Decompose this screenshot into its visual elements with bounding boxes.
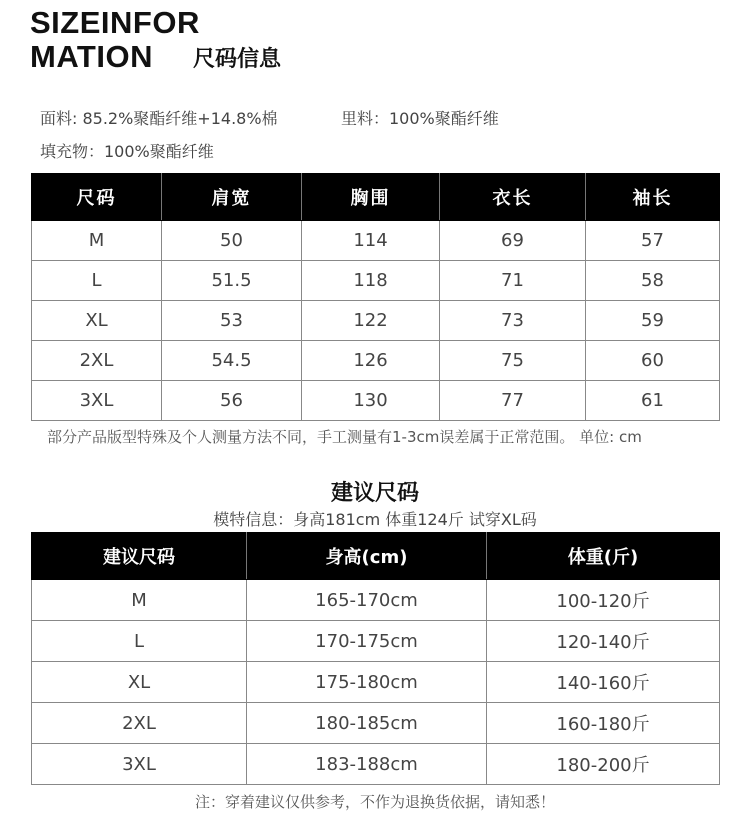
- title-chinese: 尺码信息: [193, 47, 282, 72]
- table-cell: 54.5: [162, 341, 302, 381]
- table-cell: 3XL: [32, 744, 247, 785]
- header-sleeve: 袖长: [586, 174, 720, 221]
- header-length: 衣长: [440, 174, 586, 221]
- table-cell: 140-160斤: [487, 662, 720, 703]
- table-cell: 3XL: [32, 381, 162, 421]
- table-cell: 57: [586, 221, 720, 261]
- table-cell: 165-170cm: [247, 580, 487, 621]
- table-row: [32, 301, 720, 341]
- table-cell: 170-175cm: [247, 621, 487, 662]
- table-cell: 114: [302, 221, 440, 261]
- table-cell: XL: [32, 301, 162, 341]
- size-table: [31, 173, 720, 421]
- table-cell: 160-180斤: [487, 703, 720, 744]
- table-cell: L: [32, 621, 247, 662]
- recommend-table-header: [32, 533, 720, 580]
- title-english-line-1: SIZEINFOR: [30, 5, 200, 40]
- table-cell: 58: [586, 261, 720, 301]
- header-height: 身高(cm): [247, 533, 487, 580]
- table-cell: 120-140斤: [487, 621, 720, 662]
- table-cell: 180-200斤: [487, 744, 720, 785]
- table-row: [32, 341, 720, 381]
- recommend-title: 建议尺码: [330, 481, 419, 506]
- table-cell: 77: [440, 381, 586, 421]
- table-cell: XL: [32, 662, 247, 703]
- model-info: 模特信息：身高181cm 体重124斤 试穿XL码: [213, 510, 537, 529]
- table-row: [32, 703, 720, 744]
- size-table-header: [32, 174, 720, 221]
- table-cell: 73: [440, 301, 586, 341]
- table-cell: 75: [440, 341, 586, 381]
- table-cell: L: [32, 261, 162, 301]
- recommend-table: [31, 532, 720, 785]
- table-cell: 53: [162, 301, 302, 341]
- table-cell: 71: [440, 261, 586, 301]
- header-chest: 胸围: [302, 174, 440, 221]
- title-english-line-2: MATION: [30, 39, 153, 74]
- fabric-info: 面料: 85.2%聚酯纤维+14.8%棉: [40, 109, 278, 128]
- table-cell: 183-188cm: [247, 744, 487, 785]
- table-cell: 69: [440, 221, 586, 261]
- table-cell: 61: [586, 381, 720, 421]
- table-cell: 59: [586, 301, 720, 341]
- header-size: 尺码: [32, 174, 162, 221]
- table-row: [32, 744, 720, 785]
- measurement-note: 部分产品版型特殊及个人测量方法不同，手工测量有1-3cm误差属于正常范围。 单位: cm: [47, 428, 642, 446]
- table-cell: 50: [162, 221, 302, 261]
- table-row: [32, 580, 720, 621]
- table-row: [32, 221, 720, 261]
- table-cell: 118: [302, 261, 440, 301]
- title-english: [30, 6, 200, 74]
- table-cell: 100-120斤: [487, 580, 720, 621]
- header-weight: 体重(斤): [487, 533, 720, 580]
- lining-info: 里料：100%聚酯纤维: [341, 109, 499, 128]
- table-cell: 122: [302, 301, 440, 341]
- table-cell: 130: [302, 381, 440, 421]
- table-cell: 56: [162, 381, 302, 421]
- table-cell: M: [32, 221, 162, 261]
- table-row: [32, 381, 720, 421]
- table-row: [32, 662, 720, 703]
- header-recommended-size: 建议尺码: [32, 533, 247, 580]
- table-cell: 51.5: [162, 261, 302, 301]
- table-cell: 2XL: [32, 341, 162, 381]
- table-row: [32, 261, 720, 301]
- table-cell: M: [32, 580, 247, 621]
- table-row: [32, 621, 720, 662]
- table-cell: 180-185cm: [247, 703, 487, 744]
- header-shoulder: 肩宽: [162, 174, 302, 221]
- table-cell: 2XL: [32, 703, 247, 744]
- table-cell: 175-180cm: [247, 662, 487, 703]
- table-cell: 60: [586, 341, 720, 381]
- footer-disclaimer: 注：穿着建议仅供参考，不作为退换货依据，请知悉！: [194, 793, 555, 811]
- filling-info: 填充物：100%聚酯纤维: [40, 142, 214, 161]
- table-cell: 126: [302, 341, 440, 381]
